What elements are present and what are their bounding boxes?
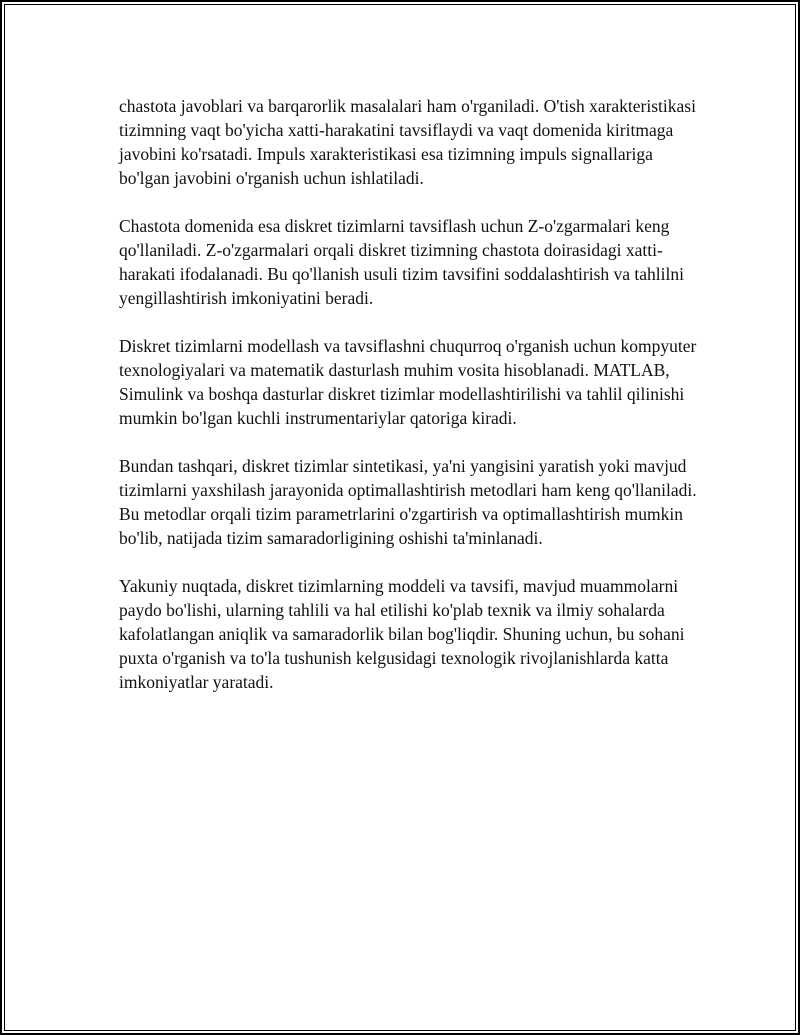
paragraph: chastota javoblari va barqarorlik masalalari ham o'rganiladi. O'tish xarakteristikasi tizimning vaqt bo'yicha xatti-harakatini tavsiflaydi va vaqt domenida kiritmaga javobini ko'rsatadi. Impuls xarakteristikasi esa tizimning impuls signallariga bo'lgan javobini o'rganish uchun ishlatiladi.	[119, 96, 696, 188]
document-body	[119, 94, 699, 718]
paragraph: Bundan tashqari, diskret tizimlar sintetikasi, ya'ni yangisini yaratish yoki mavjud tizimlarni yaxshilash jarayonida optimallashtirish metodlari ham keng qo'llaniladi. Bu metodlar orqali tizim parametrlarini o'zgartirish va optimallashtirish mumkin bo'lib, natijada tizim samaradorligining oshishi ta'minlanadi.	[119, 456, 697, 548]
paragraph: Yakuniy nuqtada, diskret tizimlarning moddeli va tavsifi, mavjud muammolarni paydo bo'lishi, ularning tahlili va hal etilishi ko'plab texnik va ilmiy sohalarda kafolatlangan aniqlik va samaradorlik bilan bog'liqdir. Shuning uchun, bu sohani puxta o'rganish va to'la tushunish kelgusidagi texnologik rivojlanishlarda katta imkoniyatlar yaratadi.	[119, 576, 685, 692]
paragraph: Diskret tizimlarni modellash va tavsiflashni chuqurroq o'rganish uchun kompyuter texnologiyalari va matematik dasturlash muhim vosita hisoblanadi. MATLAB, Simulink va boshqa dasturlar diskret tizimlar modellashtirilishi va tahlil qilinishi mumkin bo'lgan kuchli instrumentariylar qatoriga kiradi.	[119, 336, 697, 428]
paragraph: Chastota domenida esa diskret tizimlarni tavsiflash uchun Z-o'zgarmalari keng qo'llaniladi. Z-o'zgarmalari orqali diskret tizimning chastota doirasidagi xatti-harakati ifodalanadi. Bu qo'llanish usuli tizim tavsifini soddalashtirish va tahlilni yengillashtirish imkoniyatini beradi.	[119, 216, 684, 308]
